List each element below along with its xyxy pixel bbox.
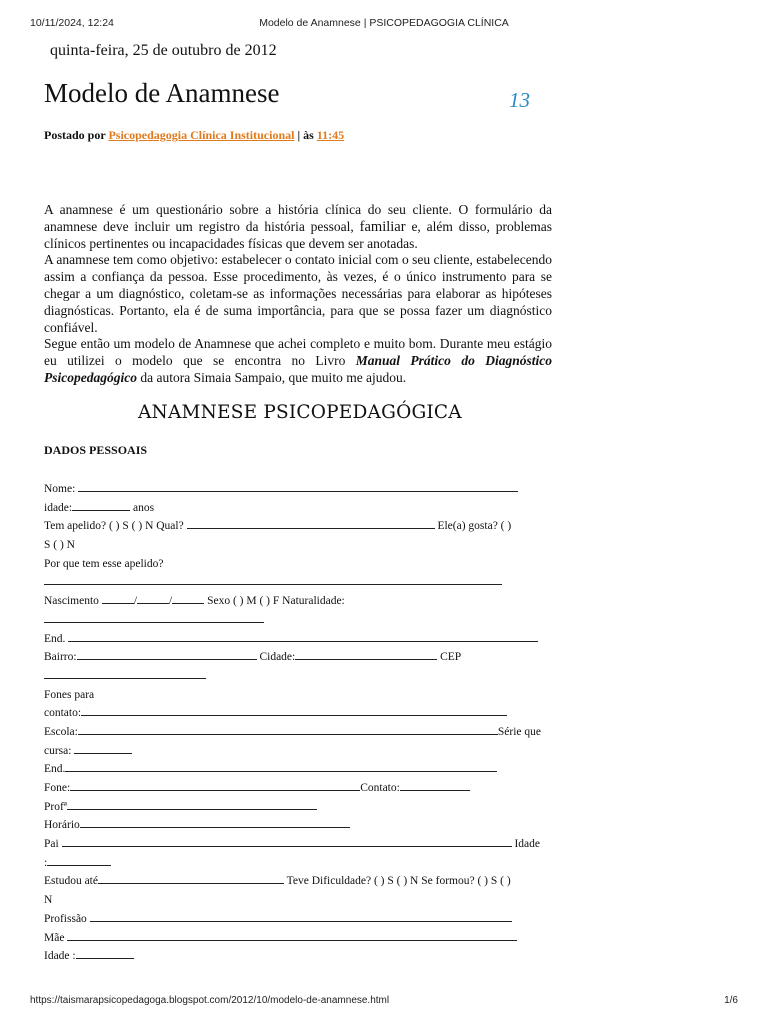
porque-blank[interactable] bbox=[44, 573, 502, 585]
form-line-profissao: Profissão bbox=[44, 910, 554, 929]
print-footer bbox=[30, 995, 738, 1009]
form-line-end: End. bbox=[44, 630, 554, 649]
paragraph-3: Segue então um modelo de Anamnese que achei completo e muito bom. Durante meu estágio eu utilizei o modelo que se encontra no Livro Manual Prático do Diagnóstico Psicopedagógico da autora Simaia Sampaio, que muito me ajudou. bbox=[44, 336, 552, 385]
cursa-blank[interactable] bbox=[74, 742, 132, 754]
form-line-cursa: cursa: bbox=[44, 742, 554, 761]
nasc-mes-blank[interactable] bbox=[137, 592, 169, 604]
form-line-sn: S ( ) N bbox=[44, 539, 75, 552]
section-heading: DADOS PESSOAIS bbox=[44, 443, 148, 457]
post-body bbox=[44, 202, 552, 387]
print-header bbox=[30, 17, 738, 31]
fone-blank[interactable] bbox=[70, 779, 360, 791]
post-byline bbox=[44, 128, 344, 143]
mae-blank[interactable] bbox=[67, 929, 517, 941]
author-link[interactable]: Psicopedagogia Clínica Institucional bbox=[108, 128, 295, 142]
form-line-n: N bbox=[44, 894, 53, 907]
paragraph-1: A anamnese é um questionário sobre a história clínica do seu cliente. O formulário da anamnese deve incluir um registro da história pessoal, familiar e, além disso, problemas clínicos pertinentes ou incapacidades físicas que devem ser anotadas. bbox=[44, 202, 552, 251]
idade2-blank[interactable] bbox=[47, 854, 111, 866]
familiar-word: familiar bbox=[359, 218, 406, 235]
form-line-bairro: Bairro: Cidade: CEP bbox=[44, 648, 554, 667]
form-line-mae: Mãe bbox=[44, 929, 554, 948]
form-line-nascimento: Nascimento / / Sexo ( ) M ( ) F Naturalidade: bbox=[44, 592, 554, 611]
page-number: 1/6 bbox=[724, 995, 738, 1006]
pai-blank[interactable] bbox=[62, 835, 512, 847]
prof-blank[interactable] bbox=[67, 798, 317, 810]
contato-blank[interactable] bbox=[81, 704, 507, 716]
idade-blank[interactable] bbox=[72, 499, 130, 511]
naturalidade-blank[interactable] bbox=[44, 611, 264, 623]
escola-blank[interactable] bbox=[78, 723, 498, 735]
estudou-blank[interactable] bbox=[98, 872, 284, 884]
cidade-blank[interactable] bbox=[295, 648, 437, 660]
apelido-blank[interactable] bbox=[187, 517, 435, 529]
form-line-fones: Fones para bbox=[44, 688, 95, 701]
anamnese-form bbox=[44, 480, 554, 966]
form-line-idade: idade: anos bbox=[44, 499, 554, 518]
time-link[interactable]: 11:45 bbox=[316, 128, 345, 142]
form-line-pai: Pai Idade bbox=[44, 835, 554, 854]
form-line-estudou: Estudou até Teve Dificuldade? ( ) S ( ) N Se formou? ( ) S ( ) bbox=[44, 872, 554, 891]
form-line-nome: Nome: bbox=[44, 480, 554, 499]
paragraph-2: A anamnese tem como objetivo: estabelecer o contato inicial com o seu cliente, estabelecendo assim a confiança da pessoa. Esse procedimento, às vezes, é o único instrumento para se chegar a um diagnóstico, coletam-se as informações necessárias para elaborar as hipóteses diagnósticas. Portanto, ela é de suma importância, para que se possa fazer um diagnóstico confiável. bbox=[44, 252, 552, 335]
cep-blank[interactable] bbox=[44, 667, 206, 679]
nasc-dia-blank[interactable] bbox=[102, 592, 134, 604]
form-line-prof: Profª bbox=[44, 798, 554, 817]
form-title: ANAMNESE PSICOPEDAGÓGICA bbox=[138, 402, 462, 423]
form-line-naturalidade-blank bbox=[44, 611, 554, 630]
book-title: Manual Prático do Diagnóstico Psicopedagógico bbox=[44, 353, 552, 385]
contato2-blank[interactable] bbox=[400, 779, 470, 791]
bairro-blank[interactable] bbox=[77, 648, 257, 660]
form-line-porque: Por que tem esse apelido? bbox=[44, 557, 164, 570]
horario-blank[interactable] bbox=[80, 816, 350, 828]
form-line-idade3: Idade : bbox=[44, 947, 554, 966]
nasc-ano-blank[interactable] bbox=[172, 592, 204, 604]
form-line-idade2: : bbox=[44, 854, 554, 873]
posted-by-label: Postado por bbox=[44, 128, 106, 142]
print-page-title: Modelo de Anamnese | PSICOPEDAGOGIA CLÍNICA bbox=[259, 17, 509, 29]
profissao-blank[interactable] bbox=[90, 910, 512, 922]
form-line-horario: Horário bbox=[44, 816, 554, 835]
form-line-contato: contato: bbox=[44, 704, 554, 723]
form-line-fone: Fone: Contato: bbox=[44, 779, 554, 798]
post-date: quinta-feira, 25 de outubro de 2012 bbox=[50, 42, 277, 59]
at-label: | às bbox=[297, 128, 314, 142]
form-line-escola: Escola: Série que bbox=[44, 723, 554, 742]
print-datetime: 10/11/2024, 12:24 bbox=[30, 17, 114, 29]
post-title: Modelo de Anamnese bbox=[44, 78, 280, 108]
form-line-apelido: Tem apelido? ( ) S ( ) N Qual? Ele(a) gosta? ( ) bbox=[44, 517, 554, 536]
nome-blank[interactable] bbox=[78, 480, 518, 492]
comment-count[interactable]: 13 bbox=[509, 88, 530, 112]
form-line-cep-blank bbox=[44, 667, 554, 686]
form-line-end2: End. bbox=[44, 760, 554, 779]
idade3-blank[interactable] bbox=[76, 947, 134, 959]
end-blank[interactable] bbox=[68, 630, 538, 642]
form-line-porque-blank bbox=[44, 573, 554, 592]
page-url: https://taismarapsicopedagoga.blogspot.com/2012/10/modelo-de-anamnese.html bbox=[30, 995, 390, 1006]
end2-blank[interactable] bbox=[65, 760, 497, 772]
